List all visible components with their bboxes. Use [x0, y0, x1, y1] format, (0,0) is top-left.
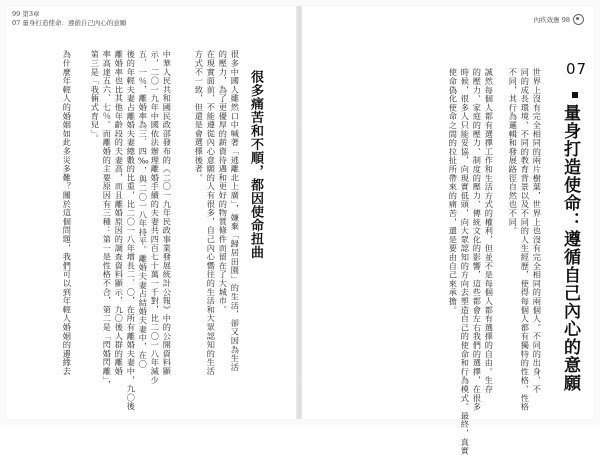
running-head-chapter: 99 第3章 — [12, 10, 40, 18]
body-column: 五．一％，離婚率為三．四‰，與二〇一八年持平。離婚夫妻占結婚夫妻中，在〇 — [138, 50, 149, 369]
body-column: 方式不一致，但還是會選擇後者。 — [194, 50, 205, 182]
body-column: 後的年輕夫妻占離婚夫妻總數的比重，比二〇一八年增長二．〇，在所有離婚夫妻中，九〇後 — [126, 50, 137, 411]
body-column: 世界上沒有完全相同的兩片樹葉，世界上也沒有完全相同的兩個人。不同的出身、不 — [532, 68, 543, 394]
body-column: 在現實面前，不能遵從內心意願的人有很多，自己內心嚮往的生活和大眾認知的生活 — [206, 50, 217, 376]
body-column: 使命偽化使命之間的拉扯所帶來的痛苦，還是要由自己來承擔。 — [448, 68, 459, 315]
running-head-title: 內疚效應 98 — [533, 16, 570, 24]
publisher-logo-icon — [573, 14, 584, 25]
body-column: 同的成長環境、不同的教育背景以及不同的人生經歷，使得每個人都有獨特的性格、性格 — [520, 68, 531, 412]
right-page — [302, 6, 594, 455]
body-column: 很多中國人雖然口中喊著「逃離北上廣」，嫌棄「歸居田園」的生活，卻又因為生活 — [230, 50, 241, 372]
body-column: 時候，很多人只能妥協，向現實低頭，向大眾認知的方向去塑造自己的使命和行為模式。最終，真實 — [460, 68, 471, 455]
body-column: 的壓力、家庭的壓力、制度的壓力、傳統文化的影響，這些都會左右我們的選擇，在很多 — [472, 68, 483, 412]
body-column: 的壓力，為了更優厚的薪資待遇和更好的物質條件而留在了大城市。 — [218, 50, 229, 314]
chapter-number: 07 — [566, 60, 588, 78]
body-column: 第三是「我倆式育兒」。 — [90, 50, 101, 143]
section-heading: 很多痛苦和不順，都因使命扭曲 — [248, 70, 263, 259]
chapter-marker-icon — [572, 92, 578, 98]
running-head-right — [534, 14, 584, 25]
running-head-left — [12, 10, 126, 27]
chapter-title: 量身打造使命：遵循自己內心的意願 — [560, 104, 580, 392]
body-column: 離婚率也比其他年齡段的夫妻高，而且離婚原因的調查資料顯示，九〇後人群的離婚 — [114, 50, 125, 376]
running-head-section: 07 量身打造使命：遵循自己內心的意願 — [12, 18, 127, 27]
body-column: 不同，其行為邏輯和發展路徑自然也不同。 — [508, 68, 519, 236]
body-column: 為什麼年輕人的婚姻如此多災多難？關於這個問題，我們可以到年輕人婚姻的邊緣去 — [62, 50, 73, 376]
body-column: 誠然每個人都有選擇工作和生活方式的權利，但並不是每個人都有選擇的自由。生存 — [484, 68, 495, 394]
body-column: 示，二〇一九年中國依法辦理離婚手續的夫妻共四百七十萬一千對，比二〇一八年減少 — [150, 50, 161, 385]
body-column: 率高達五六．七％。而離婚的主要原因有三種：第一是性格不合，第二是「閃婚閃離」， — [102, 50, 113, 390]
body-column: 中華人民共和國民政部發布的《二〇一九年民政事業發展統計公報》中的公開資料顯 — [162, 50, 173, 376]
left-page — [6, 6, 296, 419]
